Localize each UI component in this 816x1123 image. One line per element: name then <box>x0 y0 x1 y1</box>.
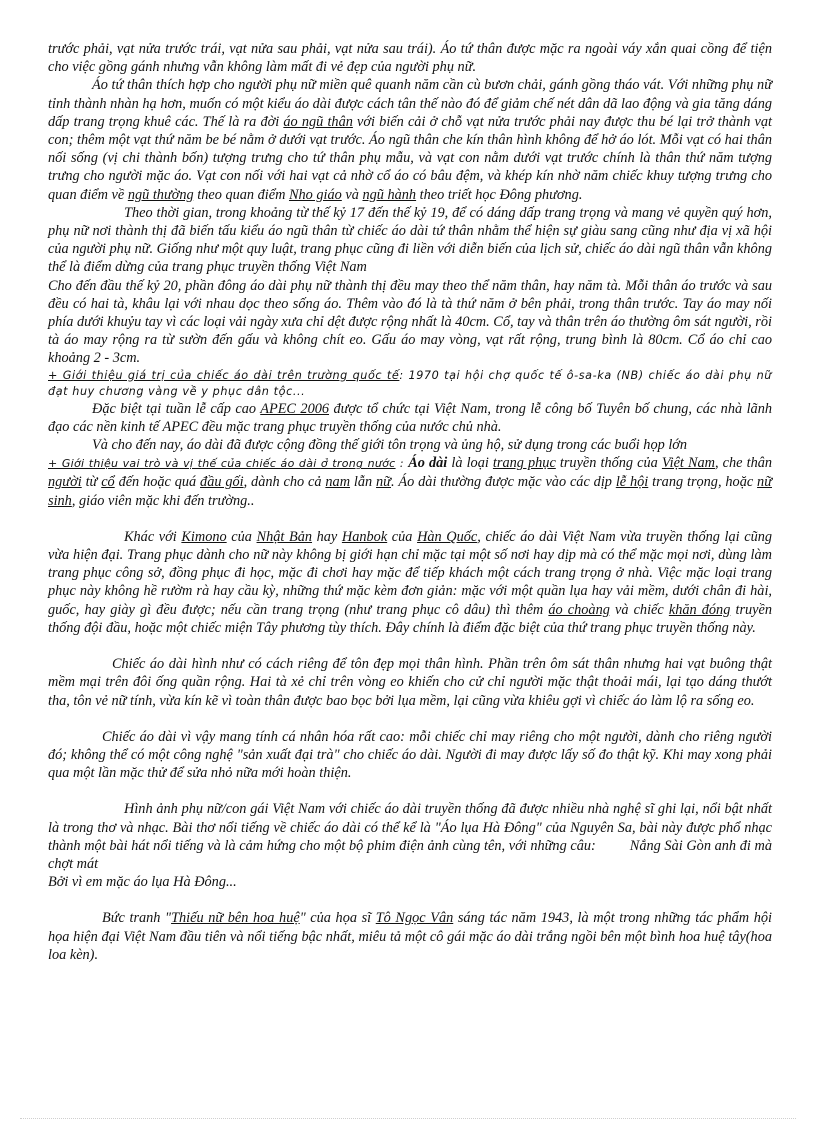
text: sáng tác năm 1943, là một trong những tác phẩm hội họa hiện đại Việt Nam đầu tiên và nổi tiếng bậc nhất, miêu tả một cô gái mặc áo dài trắng ngồi bên một bình hoa huệ tây(hoa loa kèn). <box>48 910 772 963</box>
text: của <box>387 528 418 545</box>
paragraph-thieu-nu-ben-hoa-hue <box>48 909 772 964</box>
link-dau-goi[interactable]: đầu gối <box>200 474 244 491</box>
text: Đặc biệt tại tuần lễ cấp cao <box>92 400 261 417</box>
link-nu[interactable]: nữ <box>376 474 391 491</box>
text: hay <box>312 528 342 545</box>
text: : 1970 tại hội chợ quốc tế ô-sa-ka (NB) chiếc áo dài phụ nữ đạt huy chương vàng về y phục dân tộc... <box>48 368 772 398</box>
text: Và cho đến nay, áo dài đã được cộng đồng thế giới tôn trọng và ủng hộ, sử dụng trong các buổi họp lớn <box>92 437 688 454</box>
text: của <box>226 528 257 545</box>
text: và <box>341 186 363 203</box>
link-nu-sinh[interactable]: nữ sinh <box>48 474 772 509</box>
link-thieu-nu-ben-hoa-hue[interactable]: Thiếu nữ bên hoa huệ <box>171 910 300 927</box>
text: truyền thống đội đầu, hoặc một chiếc miện Tây phương tùy thích. Đây chính là điểm đặc biệt của thứ trang phục truyền thống này. <box>48 601 772 636</box>
text: Hình ảnh phụ nữ/con gái Việt Nam với chiếc áo dài truyền thống đã được nhiều nhà nghệ sĩ ghi lại, nổi bật nhất là trong thơ và nhạc. Bài thơ nổi tiếng về chiếc áo dài có thể kể là "Áo lụa Hà Đông" của Nguyên Sa, bài này được phổ nhạc thành một bài hát nổi tiếng và là cảm hứng cho một bộ phim điện ảnh cùng tên, với những câu: <box>48 801 772 854</box>
text: đến hoặc quá <box>114 474 201 491</box>
link-ao-choang[interactable]: áo choàng <box>548 601 610 618</box>
paragraph-ao-tu-than-end: trước phải, vạt nửa trước trái, vạt nửa sau phải, vạt nửa sau trái). Áo tứ thân được mặc ra ngoài váy xắn quai cồng để tiện cho việc gồng gánh nhưng vẫn không làm mất đi vẻ đẹp của người phụ nữ. <box>48 41 772 76</box>
text: : <box>395 457 409 471</box>
link-hanbok[interactable]: Hanbok <box>341 528 388 545</box>
link-le-hoi[interactable]: lễ hội <box>615 474 649 491</box>
verse-line-1: Nắng Sài Gòn anh đi mà chợt mát <box>48 837 772 872</box>
text: theo triết học Đông phương. <box>416 186 583 203</box>
text: từ <box>81 474 102 491</box>
text: Khác với <box>124 528 182 545</box>
link-nam[interactable]: nam <box>325 474 351 491</box>
paragraph-apec <box>48 400 772 436</box>
text: lẫn <box>350 474 377 491</box>
paragraph-theo-thoi-gian: Theo thời gian, trong khoảng từ thế kỷ 17 đến thế kỷ 19, để có dáng dấp trang trọng và mang vẻ quyền quý hơn, phụ nữ nơi thành thị đã biến tấu kiểu áo ngũ thân từ chiếc áo dài tứ thân nhằm thể hiện sự giàu sang cũng như địa vị xã hội của người phụ nữ. Giống như một quy luật, trang phục cũng đi liền với diễn biến của lịch sử, chiếc áo dài ngũ thân vẫn không thể là điểm dừng của trang phục truyền thống Việt Nam <box>48 204 772 276</box>
text: với biến cải ở chỗ vạt nửa trước phải nay được thu bé lại trở thành vạt con; thêm một vạt thứ năm be bé nằm ở dưới vạt trước. Áo ngũ thân che kín thân hình không để hở áo lót. Mỗi vạt có hai thân nối sống (vị chi thành bốn) tượng trưng cho tứ thân phụ mẫu, và vạt con nằm dưới vạt trước chính là thân thứ năm tượng trưng cho người mặc áo. Vạt con nối với hai vạt cả nhờ cổ áo có bâu đệm, và khép kín nhờ năm chiếc khuy tượng trưng cho quan điểm về <box>48 113 772 203</box>
term-ao-dai: Áo dài <box>408 455 448 472</box>
link-khan-dong[interactable]: khăn đóng <box>668 601 731 618</box>
text: , che thân <box>715 455 773 472</box>
paragraph-dau-the-ky-20: Cho đến đầu thế kỷ 20, phần đông áo dài phụ nữ thành thị đều may theo thể năm thân, hay năm tà. Mỗi thân áo trước và sau đều có hai tà, khâu lại với nhau dọc theo sống áo. Thêm vào đó là tà thứ năm ở bên phải, trong thân trước. Tay áo may nối phía dưới khuỷu tay vì các loại vải ngày xưa chỉ dệt được rộng nhất là 40cm. Cổ, tay và thân trên áo thường ôm sát người, rồi tà áo may rộng ra từ sườn đến gấu và không chít eo. Gấu áo may vòng, vạt rất rộng, trung bình là 80cm. Cổ áo chỉ cao khoảng 2 - 3cm. <box>48 277 772 367</box>
link-apec-2006[interactable]: APEC 2006 <box>260 400 330 417</box>
text: và chiếc <box>609 601 669 618</box>
text: , chiếc áo dài Việt Nam vừa truyền thống lại cũng vừa hiện đại. Trang phục dành cho nữ này không bị giới hạn chỉ mặc tại một số nơi hay dịp mà có thể mặc mọi nơi, dùng làm trang phục công sở, đồng phục đi học, mặc đi chơi hay mặc để tiếp khách một cách trang trọng ở nhà. Việc mặc loại trang phục này không hề rườm rà hay cầu kỳ, những thứ mặc kèm đơn giản: mặc với một quần lụa hay vải mềm, dưới chân đi hài, guốc, hay giày gì đều được; nếu cần trang trọng (như trang phục cô dâu) thì thêm <box>48 528 773 618</box>
link-han-quoc[interactable]: Hàn Quốc <box>417 528 478 545</box>
text: . Áo dài thường được mặc vào các dịp <box>390 474 616 491</box>
link-ngu-hanh[interactable]: ngũ hành <box>362 186 417 203</box>
text: , giáo viên mặc khi đến trường.. <box>71 492 255 509</box>
text: " của họa sĩ <box>299 910 376 927</box>
page-bottom-rule <box>20 1118 796 1119</box>
link-kimono[interactable]: Kimono <box>181 528 227 545</box>
link-ngu-thuong[interactable]: ngũ thường <box>127 186 194 203</box>
verse-line-2: Bởi vì em mặc áo lụa Hà Đông... <box>48 874 237 891</box>
paragraph-ton-dep-than-hinh: Chiếc áo dài hình như có cách riêng để tôn đẹp mọi thân hình. Phần trên ôm sát thân nhưng hai vạt buông thật mềm mại trên đôi ống quần rộng. Hai tà xẻ chỉ trên vòng eo khiến cho cử chỉ người mặc thật thoải mái, lại tạo dáng thướt tha, tôn vẻ nữ tính, vừa kín kẽ vì toàn thân được bao bọc bởi lụa mềm, lại cũng vừa khiêu gợi vì chiếc áo làm lộ ra sống eo. <box>48 656 772 709</box>
text: , dành cho cả <box>243 474 326 491</box>
link-to-ngoc-van[interactable]: Tô Ngọc Vân <box>375 910 454 927</box>
paragraph-tho-nhac <box>48 800 772 873</box>
text: truyền thống của <box>555 455 662 472</box>
paragraph-ao-ngu-than <box>48 76 772 203</box>
link-co[interactable]: cổ <box>101 474 115 491</box>
link-nhat-ban[interactable]: Nhật Bản <box>256 528 313 545</box>
text: theo quan điểm <box>193 186 289 203</box>
link-nho-giao[interactable]: Nho giáo <box>288 186 342 203</box>
text: là loại <box>447 455 493 472</box>
link-nguoi[interactable]: người <box>48 474 82 491</box>
heading-gia-tri-quoc-te: + Giới thiệu giá trị của chiếc áo dài trên trường quốc tế <box>48 368 400 382</box>
paragraph-ca-nhan-hoa: Chiếc áo dài vì vậy mang tính cá nhân hóa rất cao: mỗi chiếc chỉ may riêng cho một người, dành cho riêng người đó; không thể có một công nghệ "sản xuất đại trà" cho chiếc áo dài. Người đi may được lấy số đo thật kỹ. Khi may xong phải qua một lần mặc thử để sửa nhỏ nữa mới hoàn thiện. <box>48 728 772 782</box>
heading-vai-tro-trong-nuoc: + Giới thiệu vai trò và vị thế của chiếc áo dài ở trong nước <box>48 457 396 471</box>
link-viet-nam[interactable]: Việt Nam <box>661 455 715 472</box>
text: trang trọng, hoặc <box>648 474 758 491</box>
paragraph-vai-tro <box>48 436 772 510</box>
link-trang-phuc[interactable]: trang phục <box>492 455 556 472</box>
text: được tổ chức tại Việt Nam, trong lễ công bố Tuyên bố chung, các nhà lãnh đạo các nền kinh tế APEC đều mặc trang phục truyền thống của nước chủ nhà. <box>48 400 772 435</box>
text: Bức tranh " <box>102 910 172 927</box>
paragraph-kimono-hanbok <box>48 528 772 637</box>
paragraph-gia-tri-quoc-te <box>48 368 772 400</box>
link-ao-ngu-than[interactable]: áo ngũ thân <box>283 113 353 130</box>
text: Áo tứ thân thích hợp cho người phụ nữ miền quê quanh năm cần cù bươn chải, gánh gồng tháo vát. Với những phụ nữ tỉnh thành nhàn hạ hơn, muốn có một kiểu áo dài được cách tân thế nào đó để giảm chế nét dân dã lao động và gia tăng dáng dấp trang trọng khuê các. Thế là ra đời <box>48 77 772 130</box>
